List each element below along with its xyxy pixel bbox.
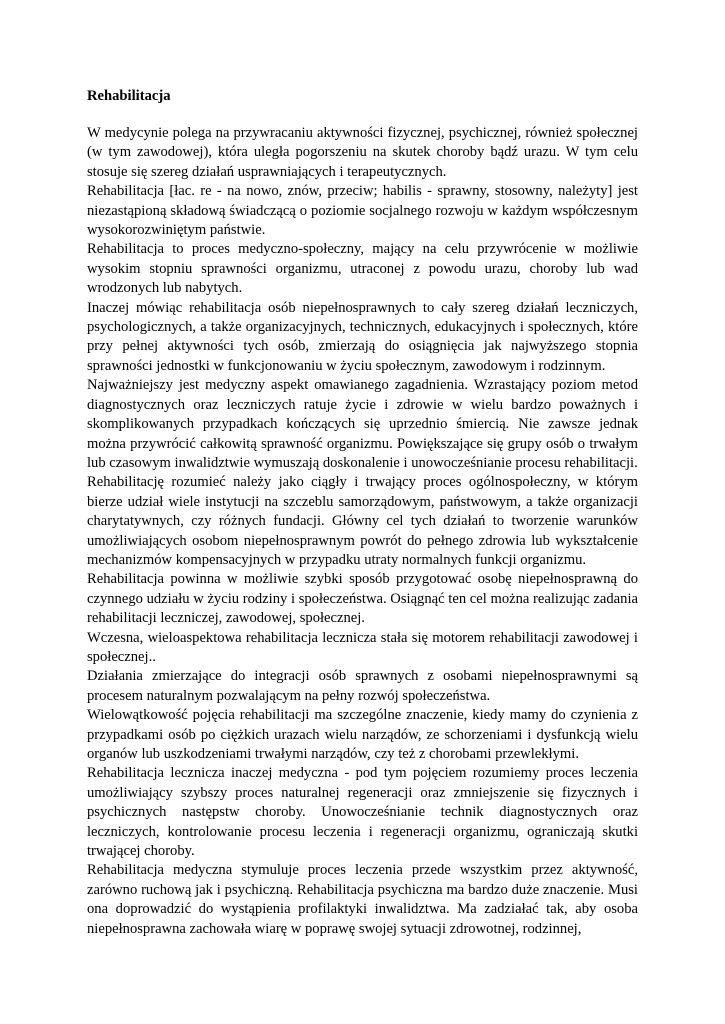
paragraph: Rehabilitacja powinna w możliwie szybki sposób przygotować osobę niepełnosprawną do czynnego udziału w życiu rodziny i społeczeństwa. Osiągnąć ten cel można realizując zadania rehabilitacji leczniczej, zawodowej, społecznej. — [87, 571, 638, 627]
document-title: Rehabilitacja — [87, 88, 171, 104]
paragraph: Wielowątkowość pojęcia rehabilitacji ma szczególne znaczenie, kiedy mamy do czynienia z przypadkami osób po ciężkich urazach wielu narządów, ze schorzeniami i dysfunkcją wielu organów lub uszkodzeniami trwałymi narządów, czy też z chorobami przewlekłymi. — [87, 707, 638, 762]
paragraph: Inaczej mówiąc rehabilitacja osób niepełnosprawnych to cały szereg działań leczniczych, psychologicznych, a także organizacyjnych, technicznych, edukacyjnych i społecznych, które przy pełnej aktywności tych osób, zmierzają do osiągnięcia jak najwyższego stopnia sprawności jednostki w funkcjonowaniu w życiu społecznym, zawodowym i rodzinnym. — [87, 299, 638, 374]
document-body — [87, 124, 638, 939]
paragraph: Rehabilitacja [łac. re - na nowo, znów, przeciw; habilis - sprawny, stosowny, należyty] jest niezastąpioną składową świadczącą o poziomie socjalnego rozwoju w każdym współczesnym wysokorozwiniętym państwie. — [87, 183, 638, 239]
paragraph: Rehabilitacja lecznicza inaczej medyczna - pod tym pojęciem rozumiemy proces leczenia umożliwiający szybszy proces naturalnej regeneracji oraz zmniejszenie się fizycznych i psychicznych następstw choroby. Unowocześnianie technik diagnostycznych oraz leczniczych, kontrolowanie procesu leczenia i regeneracji organizmu, ograniczają skutki trwającej choroby. — [87, 765, 638, 860]
paragraph: Najważniejszy jest medyczny aspekt omawianego zagadnienia. Wzrastający poziom metod diagnostycznych oraz leczniczych ratuje życie i zdrowie w wielu bardzo poważnych i skomplikowanych przypadkach kończących się uprzednio śmiercią. Nie zawsze jednak można przywrócić całkowitą sprawność organizmu. Powiększające się grupy osób o trwałym lub czasowym inwalidztwie wymuszają doskonalenie i unowocześnianie procesu rehabilitacji. — [87, 377, 638, 471]
paragraph: W medycynie polega na przywracaniu aktywności fizycznej, psychicznej, również społecznej (w tym zawodowej), która uległa pogorszeniu na skutek choroby bądź urazu. W tym celu stosuje się szereg działań usprawniających i terapeutycznych. — [87, 125, 638, 180]
paragraph: Wczesna, wieloaspektowa rehabilitacja lecznicza stała się motorem rehabilitacji zawodowej i społecznej.. — [87, 629, 638, 665]
paragraph: Rehabilitację rozumieć należy jako ciągły i trwający proces ogólnospołeczny, w którym bierze udział wiele instytucji na szczeblu samorządowym, państwowym, a także organizacji charytatywnych, czy różnych fundacji. Główny cel tych działań to tworzenie warunków umożliwiających osobom niepełnosprawnym powrót do pełnego zdrowia lub wykształcenie mechanizmów kompensacyjnych w przypadku utraty normalnych funkcji organizmu. — [87, 474, 638, 568]
paragraph: Rehabilitacja medyczna stymuluje proces leczenia przede wszystkim przez aktywność, zarówno ruchową jak i psychiczną. Rehabilitacja psychiczna ma bardzo duże znaczenie. Musi ona doprowadzić do wystąpienia profilaktyki inwalidztwa. Ma zadziałać tak, aby osoba niepełnosprawna zachowała wiarę w poprawę swojej sytuacji zdrowotnej, rodzinnej, — [87, 862, 638, 937]
paragraph: Rehabilitacja to proces medyczno-społeczny, mający na celu przywrócenie w możliwie wysokim stopniu sprawności organizmu, utraconej z powodu urazu, choroby lub wad wrodzonych lub nabytych. — [87, 241, 638, 297]
paragraph: Działania zmierzające do integracji osób sprawnych z osobami niepełnosprawnymi są procesem naturalnym pozwalającym na pełny rozwój społeczeństwa. — [87, 668, 638, 704]
